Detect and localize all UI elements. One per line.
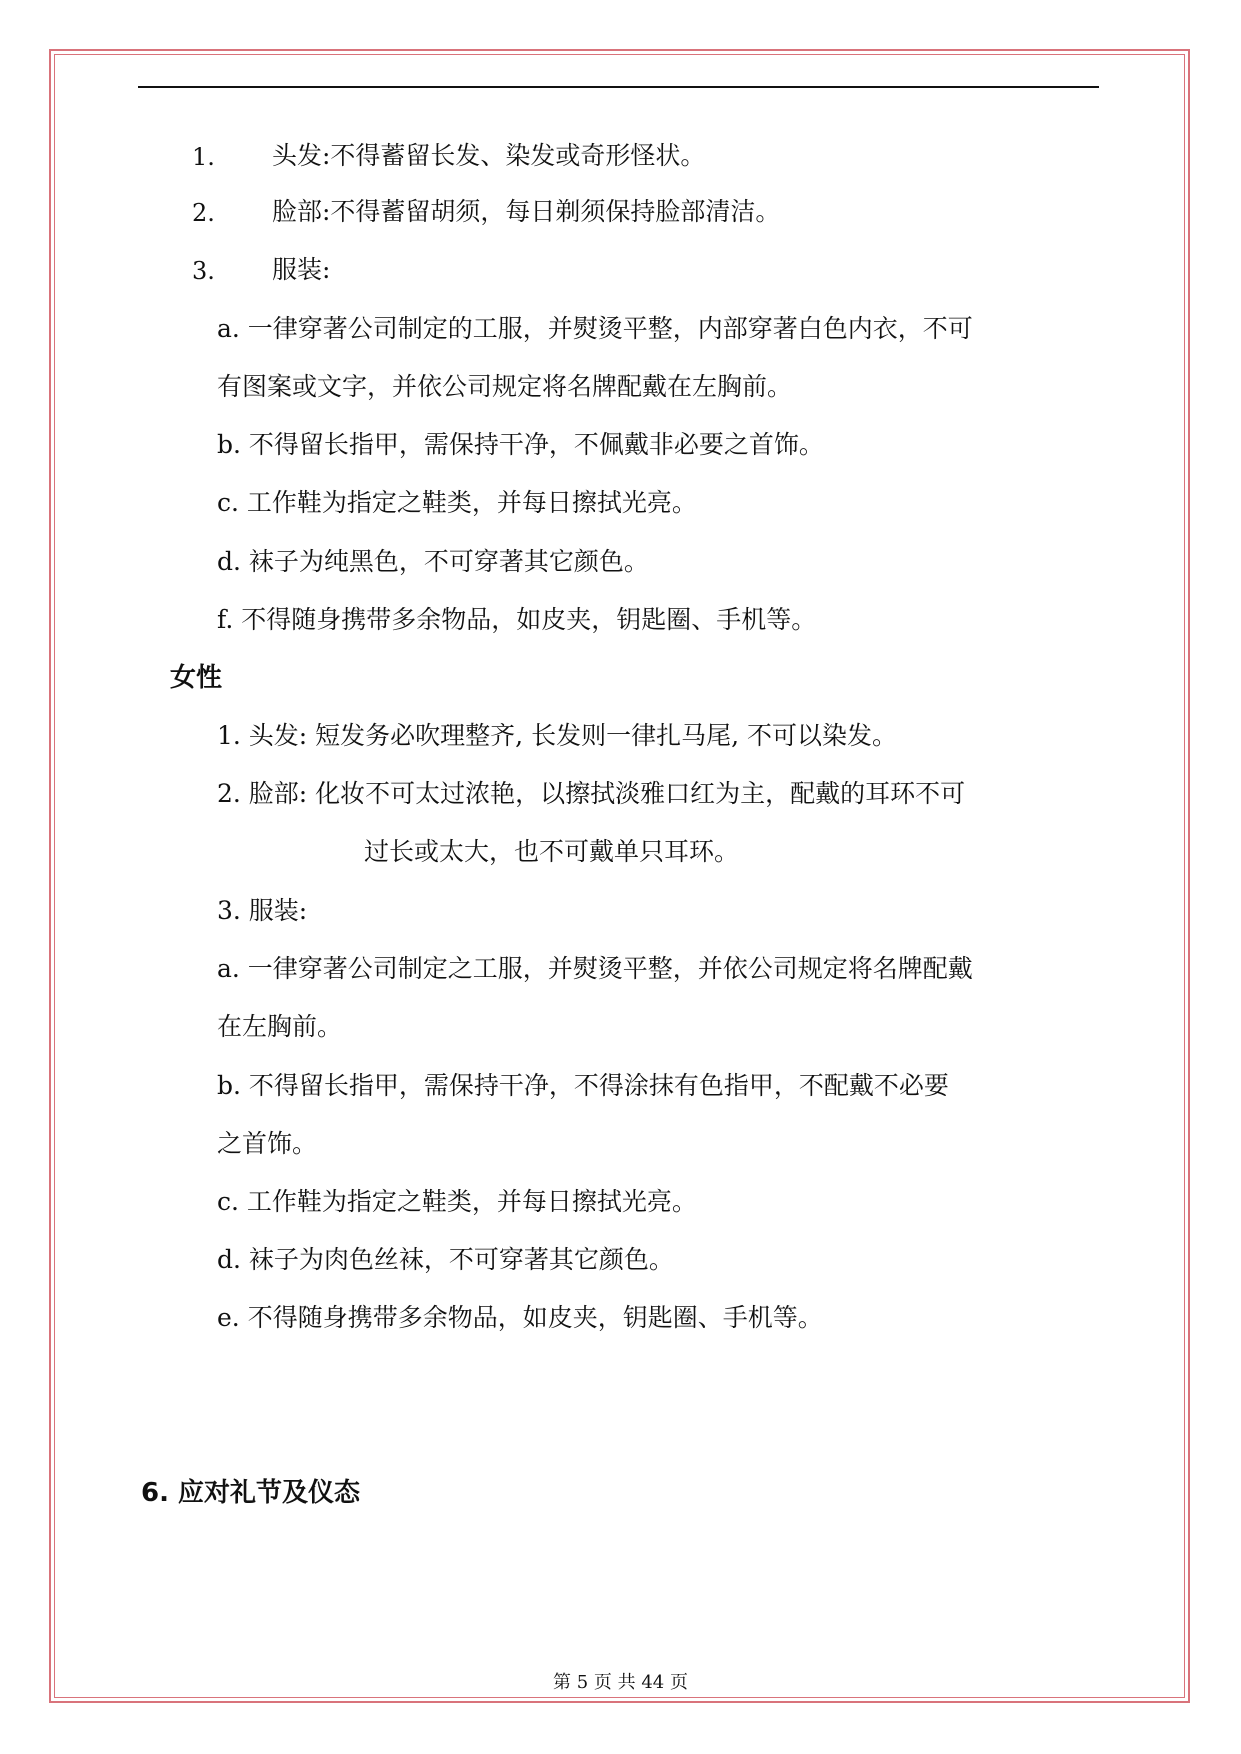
female-sub-e: e. 不得随身携带多余物品，如皮夹，钥匙圈、手机等。 [217,1303,823,1332]
male-item-3-number: 3. [192,257,215,285]
male-sub-c: c. 工作鞋为指定之鞋类，并每日擦拭光亮。 [217,488,697,517]
female-sub-c: c. 工作鞋为指定之鞋类，并每日擦拭光亮。 [217,1187,697,1216]
male-item-1-number: 1. [192,143,215,171]
female-sub-d: d. 袜子为肉色丝袜，不可穿著其它颜色。 [217,1245,674,1274]
header-rule [138,86,1099,88]
male-sub-a-line1: a. 一律穿著公司制定的工服，并熨烫平整，内部穿著白色内衣，不可 [217,314,973,343]
male-sub-f: f. 不得随身携带多余物品，如皮夹，钥匙圈、手机等。 [217,605,817,634]
male-sub-d: d. 袜子为纯黑色，不可穿著其它颜色。 [217,547,649,576]
page-footer: 第 5 页 共 44 页 [553,1672,688,1693]
male-item-2-text: 脸部:不得蓄留胡须，每日剃须保持脸部清洁。 [272,197,781,226]
female-heading: 女性 [170,663,223,693]
male-sub-a-line2: 有图案或文字，并依公司规定将名牌配戴在左胸前。 [217,372,793,401]
female-item-1: 1. 头发: 短发务必吹理整齐, 长发则一律扎马尾, 不可以染发。 [217,721,897,750]
page-border-inner [54,54,1185,1698]
female-sub-b-line1: b. 不得留长指甲，需保持干净，不得涂抹有色指甲，不配戴不必要 [217,1071,949,1100]
male-item-3-text: 服装: [272,255,331,284]
male-item-2-number: 2. [192,199,215,227]
male-sub-b: b. 不得留长指甲，需保持干净，不佩戴非必要之首饰。 [217,430,824,459]
female-item-2-line2: 过长或太大，也不可戴单只耳环。 [364,837,740,866]
female-sub-a-line1: a. 一律穿著公司制定之工服，并熨烫平整，并依公司规定将名牌配戴 [217,954,973,983]
female-sub-b-line2: 之首饰。 [217,1129,318,1158]
female-item-2-line1: 2. 脸部: 化妆不可太过浓艳，以擦拭淡雅口红为主，配戴的耳环不可 [217,779,966,808]
section-6-heading: 6. 应对礼节及仪态 [141,1478,361,1508]
female-item-3: 3. 服装: [217,896,308,925]
female-sub-a-line2: 在左胸前。 [217,1012,343,1041]
male-item-1-text: 头发:不得蓄留长发、染发或奇形怪状。 [272,141,706,170]
